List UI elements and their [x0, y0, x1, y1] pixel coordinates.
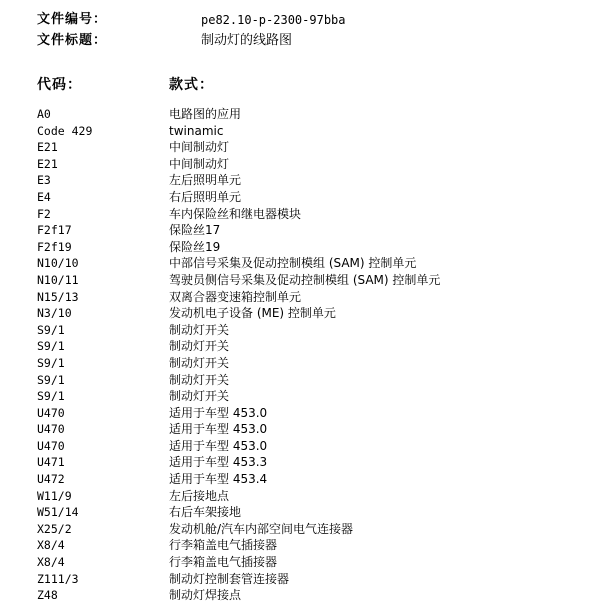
table-row — [0, 139, 601, 156]
row-description: 制动灯控制套管连接器 — [169, 571, 290, 586]
row-description: 中间制动灯 — [169, 156, 230, 171]
row-description: 保险丝19 — [169, 239, 221, 254]
table-row — [0, 206, 601, 223]
row-description: 保险丝17 — [169, 223, 221, 238]
row-description: 制动灯开关 — [169, 389, 230, 404]
table-row — [0, 421, 601, 438]
row-code: E4 — [37, 189, 51, 204]
code-column-header: 代码： — [37, 77, 82, 93]
row-code: U470 — [37, 438, 65, 453]
row-code: X8/4 — [37, 555, 65, 570]
row-description: 左后接地点 — [169, 488, 230, 503]
table-row — [0, 289, 601, 306]
row-code: S9/1 — [37, 339, 65, 354]
row-code: U470 — [37, 405, 65, 420]
row-description: 中间制动灯 — [169, 140, 230, 155]
table-row — [0, 305, 601, 322]
row-code: F2f17 — [37, 223, 72, 238]
table-row — [0, 388, 601, 405]
row-code: F2 — [37, 206, 51, 221]
row-description: twinamic — [169, 123, 224, 138]
row-description: 适用于车型 453.0 — [169, 422, 268, 437]
table-row — [0, 537, 601, 554]
row-description: 适用于车型 453.0 — [169, 438, 268, 453]
table-row — [0, 355, 601, 372]
document-title-value: 制动灯的线路图 — [201, 33, 293, 48]
table-row — [0, 471, 601, 488]
row-code: Z111/3 — [37, 571, 79, 586]
row-code: Code 429 — [37, 123, 93, 138]
row-code: N10/11 — [37, 272, 79, 287]
row-code: N10/10 — [37, 256, 79, 271]
row-description: 驾驶员侧信号采集及促动控制模组 (SAM) 控制单元 — [169, 272, 441, 287]
table-row — [0, 372, 601, 389]
table-row — [0, 338, 601, 355]
row-code: X25/2 — [37, 521, 72, 536]
row-description: 适用于车型 453.4 — [169, 472, 268, 487]
row-code: S9/1 — [37, 389, 65, 404]
row-code: N15/13 — [37, 289, 79, 304]
row-code: F2f19 — [37, 239, 72, 254]
row-code: N3/10 — [37, 306, 72, 321]
table-row — [0, 504, 601, 521]
document-number-value: pe82.10-p-2300-97bba — [201, 13, 346, 27]
document-number-label: 文件编号： — [37, 12, 108, 27]
table-row — [0, 123, 601, 140]
row-code: E3 — [37, 173, 51, 188]
row-description: 制动灯开关 — [169, 322, 230, 337]
row-description: 电路图的应用 — [169, 107, 242, 121]
table-row — [0, 239, 601, 256]
code-table — [0, 106, 601, 604]
table-row — [0, 571, 601, 588]
row-description: 适用于车型 453.3 — [169, 455, 268, 470]
row-code: S9/1 — [37, 355, 65, 370]
row-description: 行李箱盖电气插接器 — [169, 555, 278, 570]
table-row — [0, 272, 601, 289]
table-row — [0, 488, 601, 505]
row-code: S9/1 — [37, 372, 65, 387]
table-row — [0, 189, 601, 206]
table-row — [0, 156, 601, 173]
row-description: 双离合器变速箱控制单元 — [169, 289, 302, 304]
row-code: E21 — [37, 140, 58, 155]
row-code: X8/4 — [37, 538, 65, 553]
row-description: 中部信号采集及促动控制模组 (SAM) 控制单元 — [169, 256, 417, 271]
table-row — [0, 521, 601, 538]
row-description: 发动机舱/汽车内部空间电气连接器 — [169, 521, 354, 536]
row-code: E21 — [37, 156, 58, 171]
table-row — [0, 106, 601, 123]
row-description: 右后车架接地 — [169, 505, 242, 520]
table-row — [0, 172, 601, 189]
row-description: 左后照明单元 — [169, 173, 242, 188]
row-code: W51/14 — [37, 505, 79, 520]
row-code: W11/9 — [37, 488, 72, 503]
document-title-label: 文件标题： — [37, 33, 108, 48]
row-description: 适用于车型 453.0 — [169, 405, 268, 420]
row-description: 制动灯焊接点 — [169, 588, 242, 603]
table-row — [0, 554, 601, 571]
row-code: Z48 — [37, 588, 58, 603]
row-description: 制动灯开关 — [169, 339, 230, 354]
table-row — [0, 322, 601, 339]
table-row — [0, 454, 601, 471]
row-description: 制动灯开关 — [169, 372, 230, 387]
table-row — [0, 438, 601, 455]
row-description: 右后照明单元 — [169, 189, 242, 204]
row-code: A0 — [37, 107, 51, 121]
table-row — [0, 405, 601, 422]
table-row — [0, 222, 601, 239]
row-description: 制动灯开关 — [169, 355, 230, 370]
row-code: U472 — [37, 472, 65, 487]
description-column-header: 款式： — [169, 77, 214, 93]
row-description: 车内保险丝和继电器模块 — [169, 206, 302, 221]
row-description: 行李箱盖电气插接器 — [169, 538, 278, 553]
row-code: S9/1 — [37, 322, 65, 337]
row-description: 发动机电子设备 (ME) 控制单元 — [169, 306, 336, 321]
table-row — [0, 255, 601, 272]
row-code: U470 — [37, 422, 65, 437]
row-code: U471 — [37, 455, 65, 470]
